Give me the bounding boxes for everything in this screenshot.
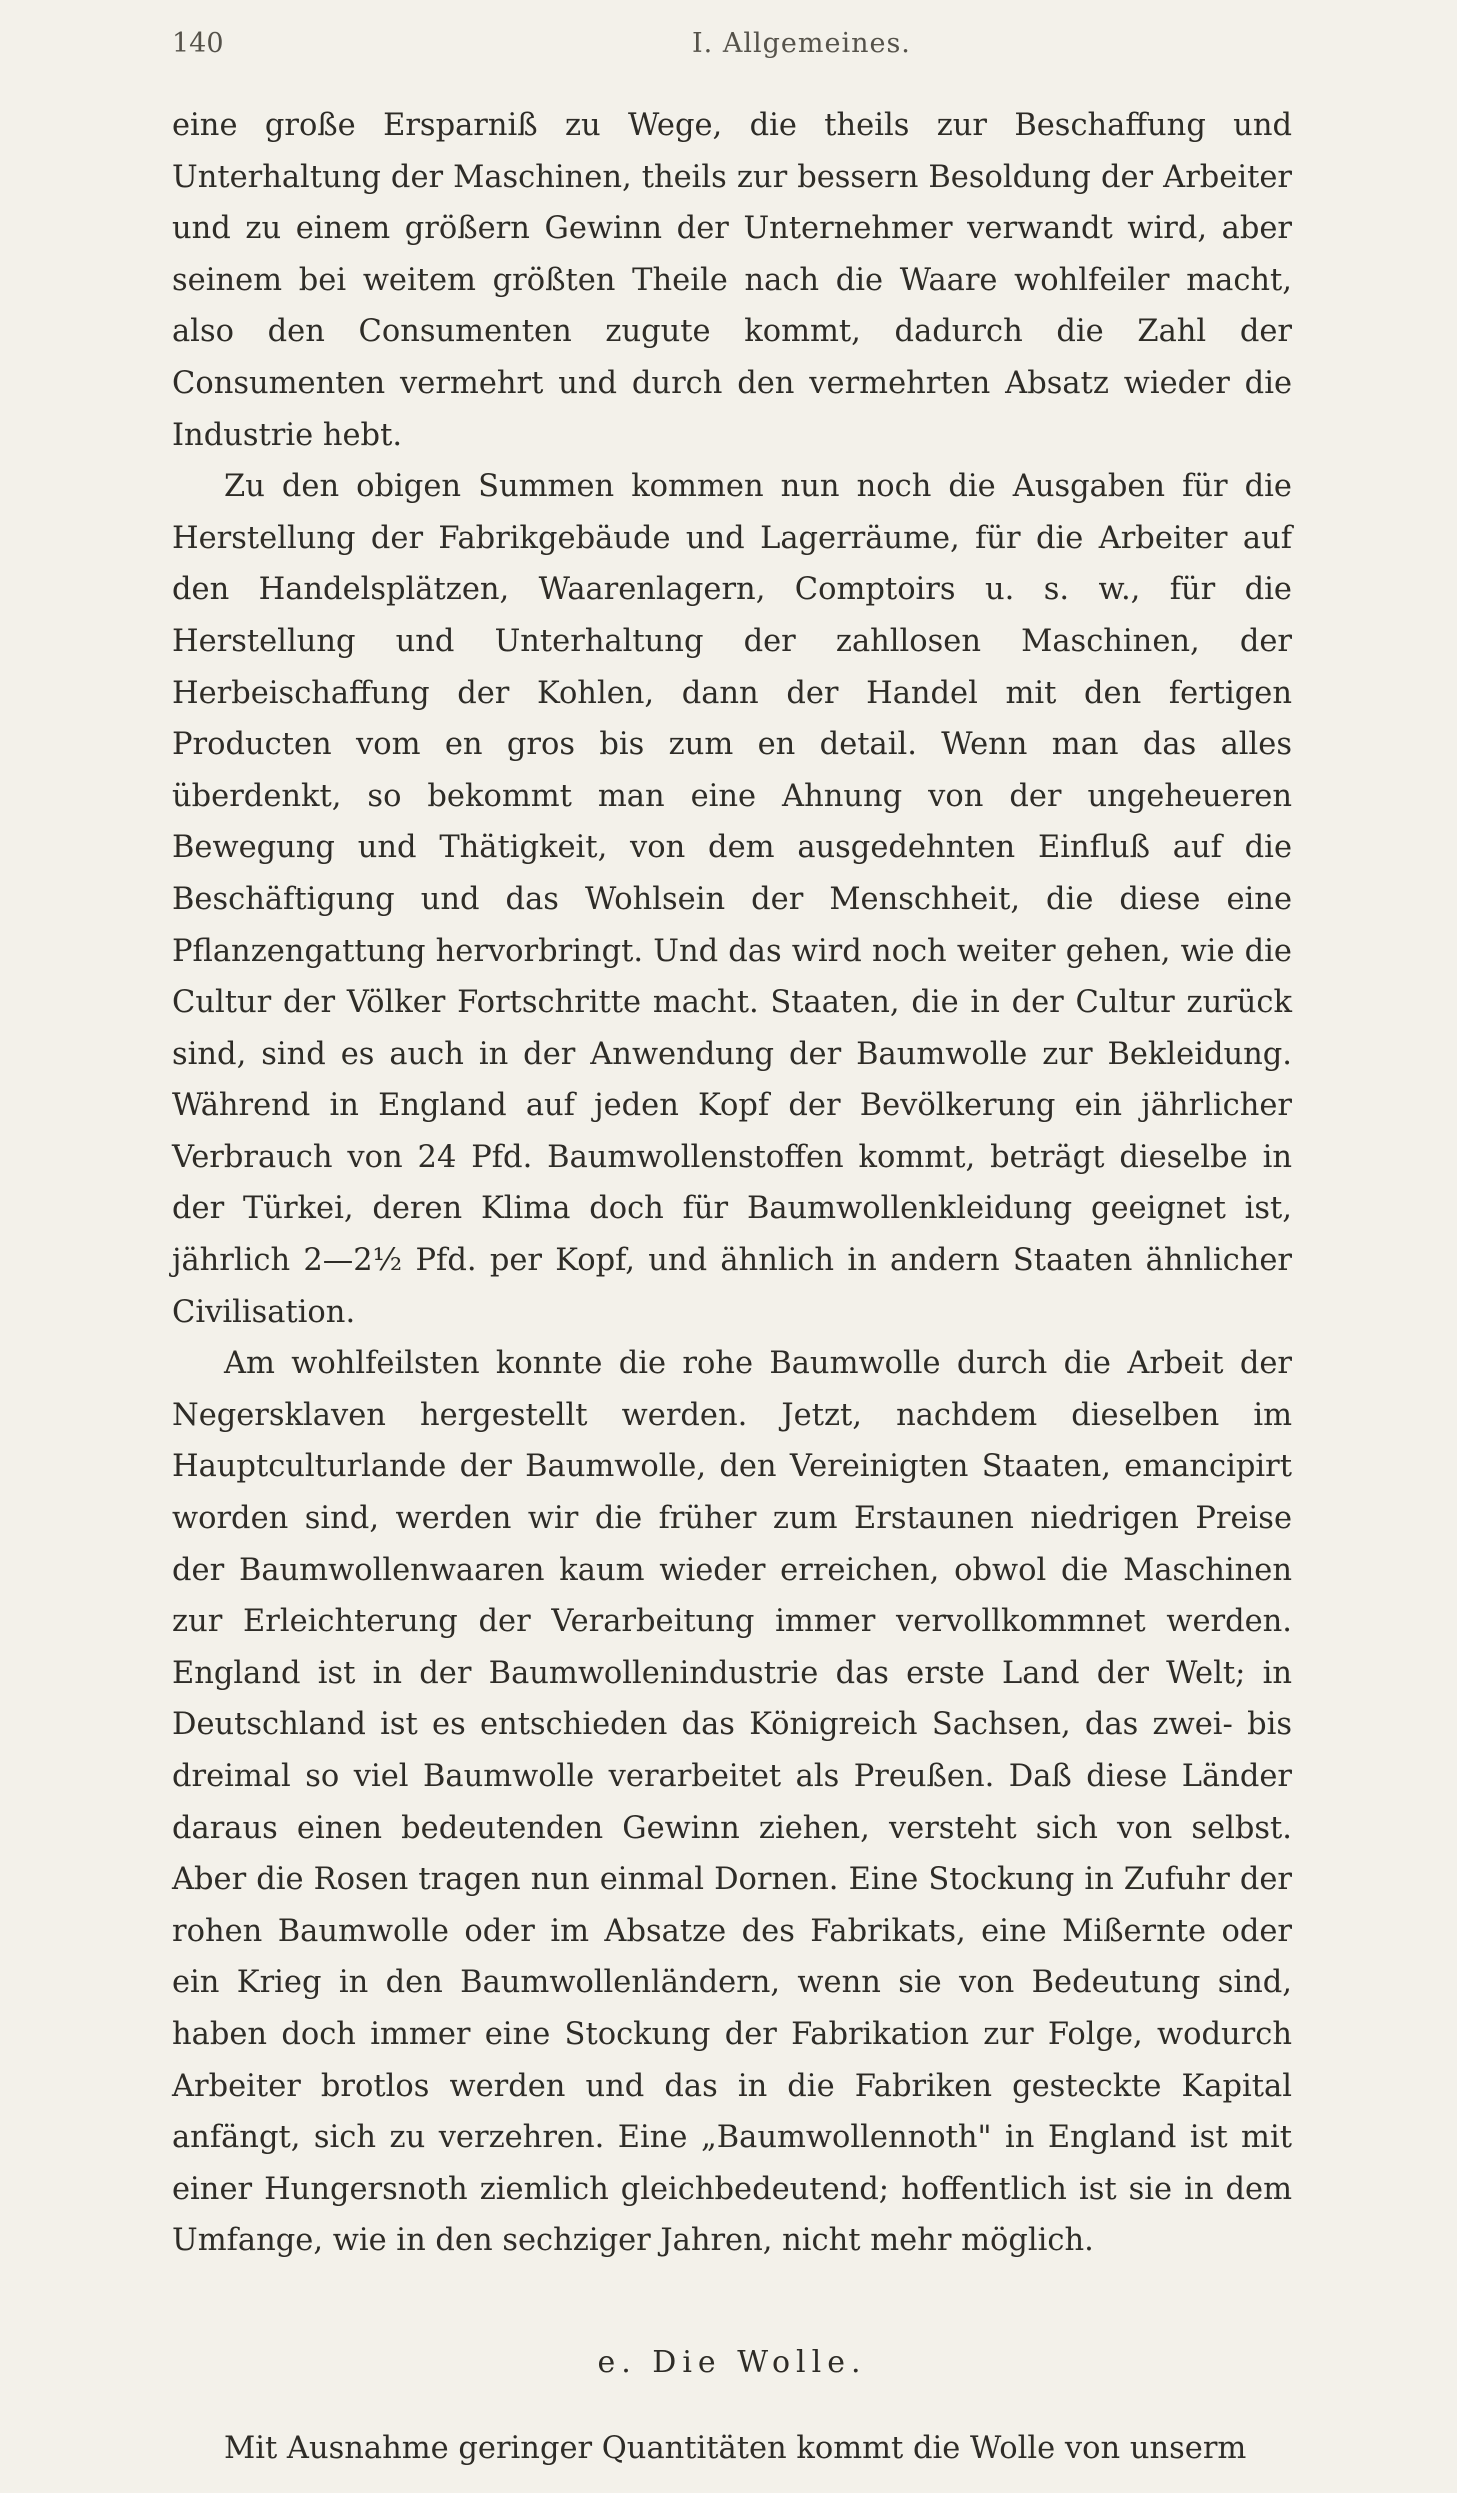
- paragraph-3: Am wohlfeilsten konnte die rohe Baumwolle durch die Arbeit der Negersklaven hergestellt werden. Jetzt, nachdem dieselben im Hauptculturlande der Baumwolle, den Vereinigten Staaten, emancipirt worden sind, werden wir die früher zum Erstaunen niedrigen Preise der Baumwollenwaaren kaum wieder erreichen, obwol die Maschinen zur Erleichterung der Verarbeitung immer vervollkommnet werden. England ist in der Baumwollenindustrie das erste Land der Welt; in Deutschland ist es entschieden das Königreich Sachsen, das zwei- bis dreimal so viel Baumwolle verarbeitet als Preußen. Daß diese Länder daraus einen bedeutenden Gewinn ziehen, versteht sich von selbst. Aber die Rosen tragen nun einmal Dornen. Eine Stockung in Zufuhr der rohen Baumwolle oder im Absatze des Fabrikats, eine Mißernte oder ein Krieg in den Baumwollenländern, wenn sie von Bedeutung sind, haben doch immer eine Stockung der Fabrikation zur Folge, wodurch Arbeiter brotlos werden und das in die Fabriken gesteckte Kapital anfängt, sich zu verzehren. Eine „Baumwollennoth" in England ist mit einer Hungersnoth ziemlich gleichbedeutend; hoffentlich ist sie in dem Umfange, wie in den sechziger Jahren, nicht mehr möglich.: [172, 1346, 1292, 2259]
- closing-line: Mit Ausnahme geringer Quantitäten kommt die Wolle von unserm: [224, 2430, 1247, 2466]
- paragraph-2: Zu den obigen Summen kommen nun noch die Ausgaben für die Herstellung der Fabrikgebäude und Lagerräume, für die Arbeiter auf den Handelsplätzen, Waarenlagern, Comptoirs u. s. w., für die Herstellung und Unterhaltung der zahllosen Maschinen, der Herbeischaffung der Kohlen, dann der Handel mit den fertigen Producten vom en gros bis zum en detail. Wenn man das alles überdenkt, so bekommt man eine Ahnung von der ungeheueren Bewegung und Thätigkeit, von dem ausgedehnten Einfluß auf die Beschäftigung und das Wohlsein der Menschheit, die diese eine Pflanzengattung hervorbringt. Und das wird noch weiter gehen, wie die Cultur der Völker Fortschritte macht. Staaten, die in der Cultur zurück sind, sind es auch in der Anwendung der Baumwolle zur Bekleidung. Während in England auf jeden Kopf der Bevölkerung ein jährlicher Verbrauch von 24 Pfd. Baumwollenstoffen kommt, beträgt dieselbe in der Türkei, deren Klima doch für Baumwollenkleidung geeignet ist, jährlich 2—2½ Pfd. per Kopf, und ähnlich in andern Staaten ähnlicher Civilisation.: [172, 469, 1292, 1330]
- subheading: e. Die Wolle.: [597, 2344, 867, 2380]
- body-text: [172, 100, 1292, 2474]
- running-head: [172, 28, 1292, 78]
- paragraph-1: eine große Ersparniß zu Wege, die theils zur Beschaffung und Unterhaltung der Maschinen, theils zur bessern Besoldung der Arbeiter und zu einem größern Gewinn der Unternehmer verwandt wird, aber seinem bei weitem größten Theile nach die Waare wohlfeiler macht, also den Consumenten zugute kommt, dadurch die Zahl der Consumenten vermehrt und durch den vermehrten Absatz wieder die Industrie hebt.: [172, 108, 1292, 453]
- page-number: 140: [172, 28, 224, 59]
- section-title: I. Allgemeines.: [692, 28, 911, 59]
